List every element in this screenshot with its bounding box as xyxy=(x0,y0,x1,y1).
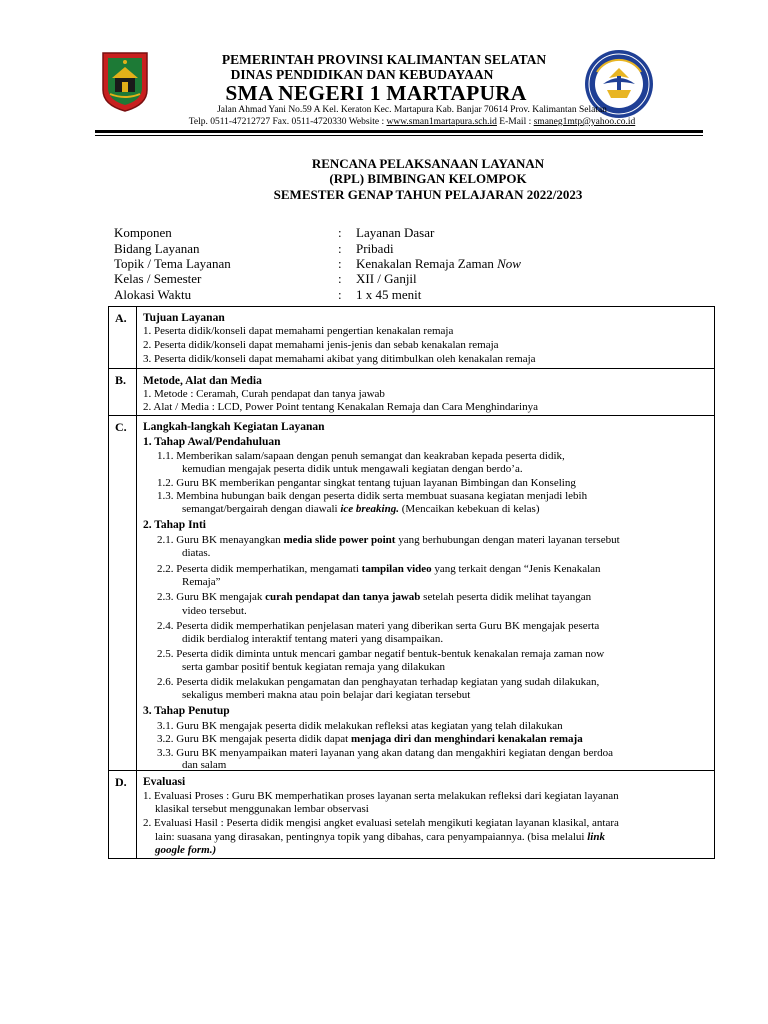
list-item xyxy=(157,732,583,746)
info-value: Pribadi xyxy=(356,241,394,256)
column-divider xyxy=(136,369,137,415)
list-item: 2. Alat / Media : LCD, Power Point tentang Kenakalan Remaja dan Cara Menghindarinya xyxy=(143,401,538,413)
section-letter: D. xyxy=(115,775,127,789)
website-link[interactable]: www.sman1martapura.sch.id xyxy=(386,117,497,127)
list-item xyxy=(157,533,620,547)
section-b xyxy=(109,368,714,415)
section-d xyxy=(109,770,714,858)
doc-title-line2: (RPL) BIMBINGAN KELOMPOK xyxy=(329,171,527,186)
info-colon: : xyxy=(338,271,342,286)
topic-italic: Now xyxy=(497,256,521,271)
list-item-cont: serta gambar positif bentuk kegiatan remaja yang dilakukan xyxy=(182,661,445,673)
text-run: 2.1. Guru BK menayangkan xyxy=(157,534,284,546)
letterhead-rule-thin xyxy=(95,135,703,136)
text-run-emph: ice breaking. xyxy=(340,503,399,515)
list-item: 1.2. Guru BK memberikan pengantar singkat tentang tujuan layanan Bimbingan dan Konseling xyxy=(157,477,576,489)
text-run: setelah peserta didik melihat tayangan xyxy=(420,591,592,603)
list-item-cont: diatas. xyxy=(182,547,211,559)
list-item xyxy=(157,590,591,604)
list-item-cont: video tersebut. xyxy=(182,605,247,617)
info-value: XII / Ganjil xyxy=(356,271,417,286)
email-link[interactable]: smaneg1mtp@yahoo.co.id xyxy=(533,117,636,127)
info-key: Topik / Tema Layanan xyxy=(114,256,231,271)
text-run: lain: suasana yang dirasakan, pentingnya topik yang dibahas, cara penyampaiannya. (bisa melalui xyxy=(155,831,588,843)
school-address: Jalan Ahmad Yani No.59 A Kel. Keraton Kec. Martapura Kab. Banjar 70614 Prov. Kalimantan Selatan xyxy=(217,105,607,115)
list-item: 2. Peserta didik/konseli dapat memahami jenis-jenis dan sebab kenakalan remaja xyxy=(143,339,499,351)
plan-table xyxy=(108,306,715,859)
list-item: 1. Peserta didik/konseli dapat memahami pengertian kenakalan remaja xyxy=(143,325,454,337)
contact-phone-fax: Telp. 0511-47212727 Fax. 0511-4720330 Website : xyxy=(188,117,387,127)
list-item-cont: google form.) xyxy=(155,844,217,856)
info-colon: : xyxy=(338,287,342,302)
text-run-bold: media slide power point xyxy=(283,534,396,546)
list-item: 2.6. Peserta didik melakukan pengamatan dan penghayatan terhadap kegiatan yang sudah dilakukan, xyxy=(157,676,600,688)
list-item-cont xyxy=(182,502,540,516)
list-item: 3. Peserta didik/konseli dapat memahami akibat yang ditimbulkan oleh kenakalan remaja xyxy=(143,353,536,365)
info-value: 1 x 45 menit xyxy=(356,287,422,302)
step-heading: 3. Tahap Penutup xyxy=(143,705,230,717)
list-item-cont: didik berdialog interaktif tentang materi yang disampaikan. xyxy=(182,633,444,645)
list-item: 1. Evaluasi Proses : Guru BK memperhatikan proses layanan serta melakukan refleksi dari kegiatan layanan xyxy=(143,790,619,802)
step-heading: 1. Tahap Awal/Pendahuluan xyxy=(143,436,281,448)
list-item: 3.1. Guru BK mengajak peserta didik melakukan refleksi atas kegiatan yang telah dilakukan xyxy=(157,720,563,732)
section-heading: Metode, Alat dan Media xyxy=(143,375,262,387)
list-item-cont: klasikal tersebut menggunakan lembar observasi xyxy=(155,803,369,815)
list-item-cont xyxy=(155,830,605,844)
section-letter: A. xyxy=(115,311,127,325)
column-divider xyxy=(136,416,137,770)
list-item-cont: dan salam xyxy=(182,759,227,771)
info-key: Alokasi Waktu xyxy=(114,287,192,302)
column-divider xyxy=(136,771,137,858)
text-run: 3.2. Guru BK mengajak peserta didik dapat xyxy=(157,733,351,745)
info-value: Layanan Dasar xyxy=(356,225,435,240)
info-colon: : xyxy=(338,241,342,256)
list-item: 1. Metode : Ceramah, Curah pendapat dan tanya jawab xyxy=(143,388,385,400)
list-item: 2.5. Peserta didik diminta untuk mencari gambar negatif bentuk-bentuk kenakalan remaja zaman now xyxy=(157,648,605,660)
text-run: 2.2. Peserta didik memperhatikan, mengamati xyxy=(157,563,362,575)
list-item: 1.3. Membina hubungan baik dengan peserta didik serta membuat suasana kegiatan menjadi lebih xyxy=(157,490,588,502)
topic-text: Kenakalan Remaja Zaman xyxy=(356,256,498,271)
step-heading: 2. Tahap Inti xyxy=(143,519,206,531)
school-name: SMA NEGERI 1 MARTAPURA xyxy=(225,81,527,105)
section-letter: C. xyxy=(115,420,127,434)
column-divider xyxy=(136,307,137,368)
doc-title-line3: SEMESTER GENAP TAHUN PELAJARAN 2022/2023 xyxy=(273,187,583,202)
section-heading: Tujuan Layanan xyxy=(143,312,225,324)
letterhead-rule-thick xyxy=(95,130,703,133)
list-item: 2. Evaluasi Hasil : Peserta didik mengisi angket evaluasi setelah mengikuti kegiatan layanan klasikal, antara xyxy=(143,817,619,829)
list-item: 1.1. Memberikan salam/sapaan dengan penuh semangat dan keakraban kepada peserta didik, xyxy=(157,450,565,462)
school-contact xyxy=(28,117,768,127)
list-item: 2.4. Peserta didik memperhatikan penjelasan materi yang diberikan serta Guru BK mengajak peserta xyxy=(157,620,600,632)
text-run: 2.3. Guru BK mengajak xyxy=(157,591,266,603)
section-c xyxy=(109,415,714,770)
text-run-bold: curah pendapat dan tanya jawab xyxy=(265,591,421,603)
text-run-emph: link xyxy=(587,831,605,843)
info-value xyxy=(356,256,521,272)
list-item-cont: Remaja” xyxy=(182,576,221,588)
list-item-cont: sekaligus memberi makna atau poin belajar dari kegiatan tersebut xyxy=(182,689,471,701)
section-heading: Langkah-langkah Kegiatan Layanan xyxy=(143,421,325,433)
text-run-bold: menjaga diri dan menghindari kenakalan remaja xyxy=(350,733,583,745)
letterhead-province: PEMERINTAH PROVINSI KALIMANTAN SELATAN xyxy=(221,52,547,67)
info-key: Bidang Layanan xyxy=(114,241,200,256)
section-letter: B. xyxy=(115,373,127,387)
letterhead-department: DINAS PENDIDIKAN DAN KEBUDAYAAN xyxy=(230,67,494,82)
info-colon: : xyxy=(338,225,342,240)
email-label: E-Mail : xyxy=(496,117,534,127)
info-key: Kelas / Semester xyxy=(114,271,202,286)
section-heading: Evaluasi xyxy=(143,776,186,788)
info-key: Komponen xyxy=(114,225,172,240)
section-a xyxy=(109,307,714,368)
doc-title-line1: RENCANA PELAKSANAAN LAYANAN xyxy=(311,156,545,171)
text-run: (Mencaikan kebekuan di kelas) xyxy=(399,503,540,515)
info-colon: : xyxy=(338,256,342,271)
text-run: yang terkait dengan “Jenis Kenakalan xyxy=(431,563,601,575)
text-run-bold: tampilan video xyxy=(361,563,432,575)
list-item xyxy=(157,562,601,576)
list-item-cont: kemudian mengajak peserta didik untuk mengawali kegiatan dengan berdo’a. xyxy=(182,463,523,475)
text-run: semangat/bergairah dengan diawali xyxy=(182,503,341,515)
list-item: 3.3. Guru BK menyampaikan materi layanan yang akan datang dan mengakhiri kegiatan dengan berdoa xyxy=(157,747,614,759)
text-run: yang berhubungan dengan materi layanan tersebut xyxy=(395,534,620,546)
